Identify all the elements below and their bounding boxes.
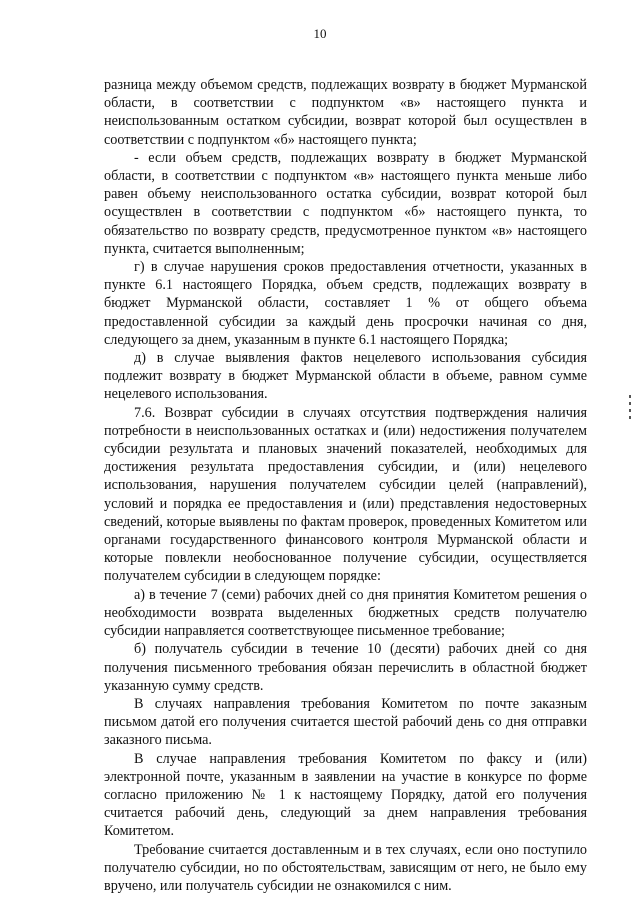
paragraph-bullet-obligation: - если объем средств, подлежащих возврату в бюджет Мурманской области, в соответствии с подпунктом «в» настоящего пункта меньше либо равен объему неиспользованного остатка субсидии, возврат которой был осуществлен в соответствии с подпунктом «б» настоящего пункта, то обязательство по возврату средств, предусмотренное пунктом «в» настоящего пункта, считается выполненным;: [104, 149, 587, 257]
page-number: 10: [313, 26, 327, 41]
paragraph-continuation: разница между объемом средств, подлежащих возврату в бюджет Мурманской области, в соответствии с подпунктом «в» настоящего пункта и неиспользованным остатком субсидии, возврат которой был осуществлен в соответствии с подпунктом «б» настоящего пункта;: [104, 77, 587, 148]
body-text: [104, 76, 587, 895]
paragraph-item-b: б) получатель субсидии в течение 10 (десяти) рабочих дней со дня получения письменного требования обязан перечислить в областной бюджет указанную сумму средств.: [104, 641, 587, 694]
paragraph-item-d: д) в случае выявления фактов нецелевого использования субсидия подлежит возврату в бюджет Мурманской области в объеме, равном сумме нецелевого использования.: [104, 350, 587, 403]
paragraph-delivery-considered: Требование считается доставленным и в тех случаях, если оно поступило получателю субсидии, но по обстоятельствам, зависящим от него, не было ему вручено, или получатель субсидии не ознакомился с ним.: [104, 841, 587, 894]
paragraph-postal-delivery: В случаях направления требования Комитетом по почте заказным письмом датой его получения считается шестой рабочий день со дня отправки заказного письма.: [104, 695, 587, 749]
paragraph-item-a: а) в течение 7 (семи) рабочих дней со дня принятия Комитетом решения о необходимости возврата выделенных бюджетных средств получателю субсидии направляется соответствующее письменное требование;: [104, 586, 587, 640]
scan-edge-mark: [629, 395, 631, 423]
paragraph-electronic-delivery: В случае направления требования Комитетом по факсу и (или) электронной почте, указанным в заявлении на участие в конкурсе по форме согласно приложению № 1 к настоящему Порядку, датой его получения считается рабочий день, следующий за днем направления требования Комитетом.: [104, 750, 587, 840]
paragraph-item-g: г) в случае нарушения сроков предоставления отчетности, указанных в пункте 6.1 настоящего Порядка, объем средств, подлежащих возврату в бюджет Мурманской области, составляет 1 % от общего объема предоставленной субсидии за каждый день просрочки начиная со дня, следующего за днем, указанным в пункте 6.1 настоящего Порядка;: [104, 259, 587, 348]
paragraph-section-7-6: 7.6. Возврат субсидии в случаях отсутствия подтверждения наличия потребности в неиспользованных остатках и (или) недостижения получателем субсидии результата и плановых значений показателей, необходимых для достижения результата предоставления субсидии, и (или) нецелевого использования, нарушения получателем субсидии целей (направлений), условий и порядка ее предоставления и (или) представления недостоверных сведений, которые выявлены по фактам проверок, проведенных Комитетом или органами государственного финансового контроля Мурманской области и которые повлекли необоснованное получение субсидии, осуществляется получателем субсидии в следующем порядке:: [104, 404, 587, 585]
